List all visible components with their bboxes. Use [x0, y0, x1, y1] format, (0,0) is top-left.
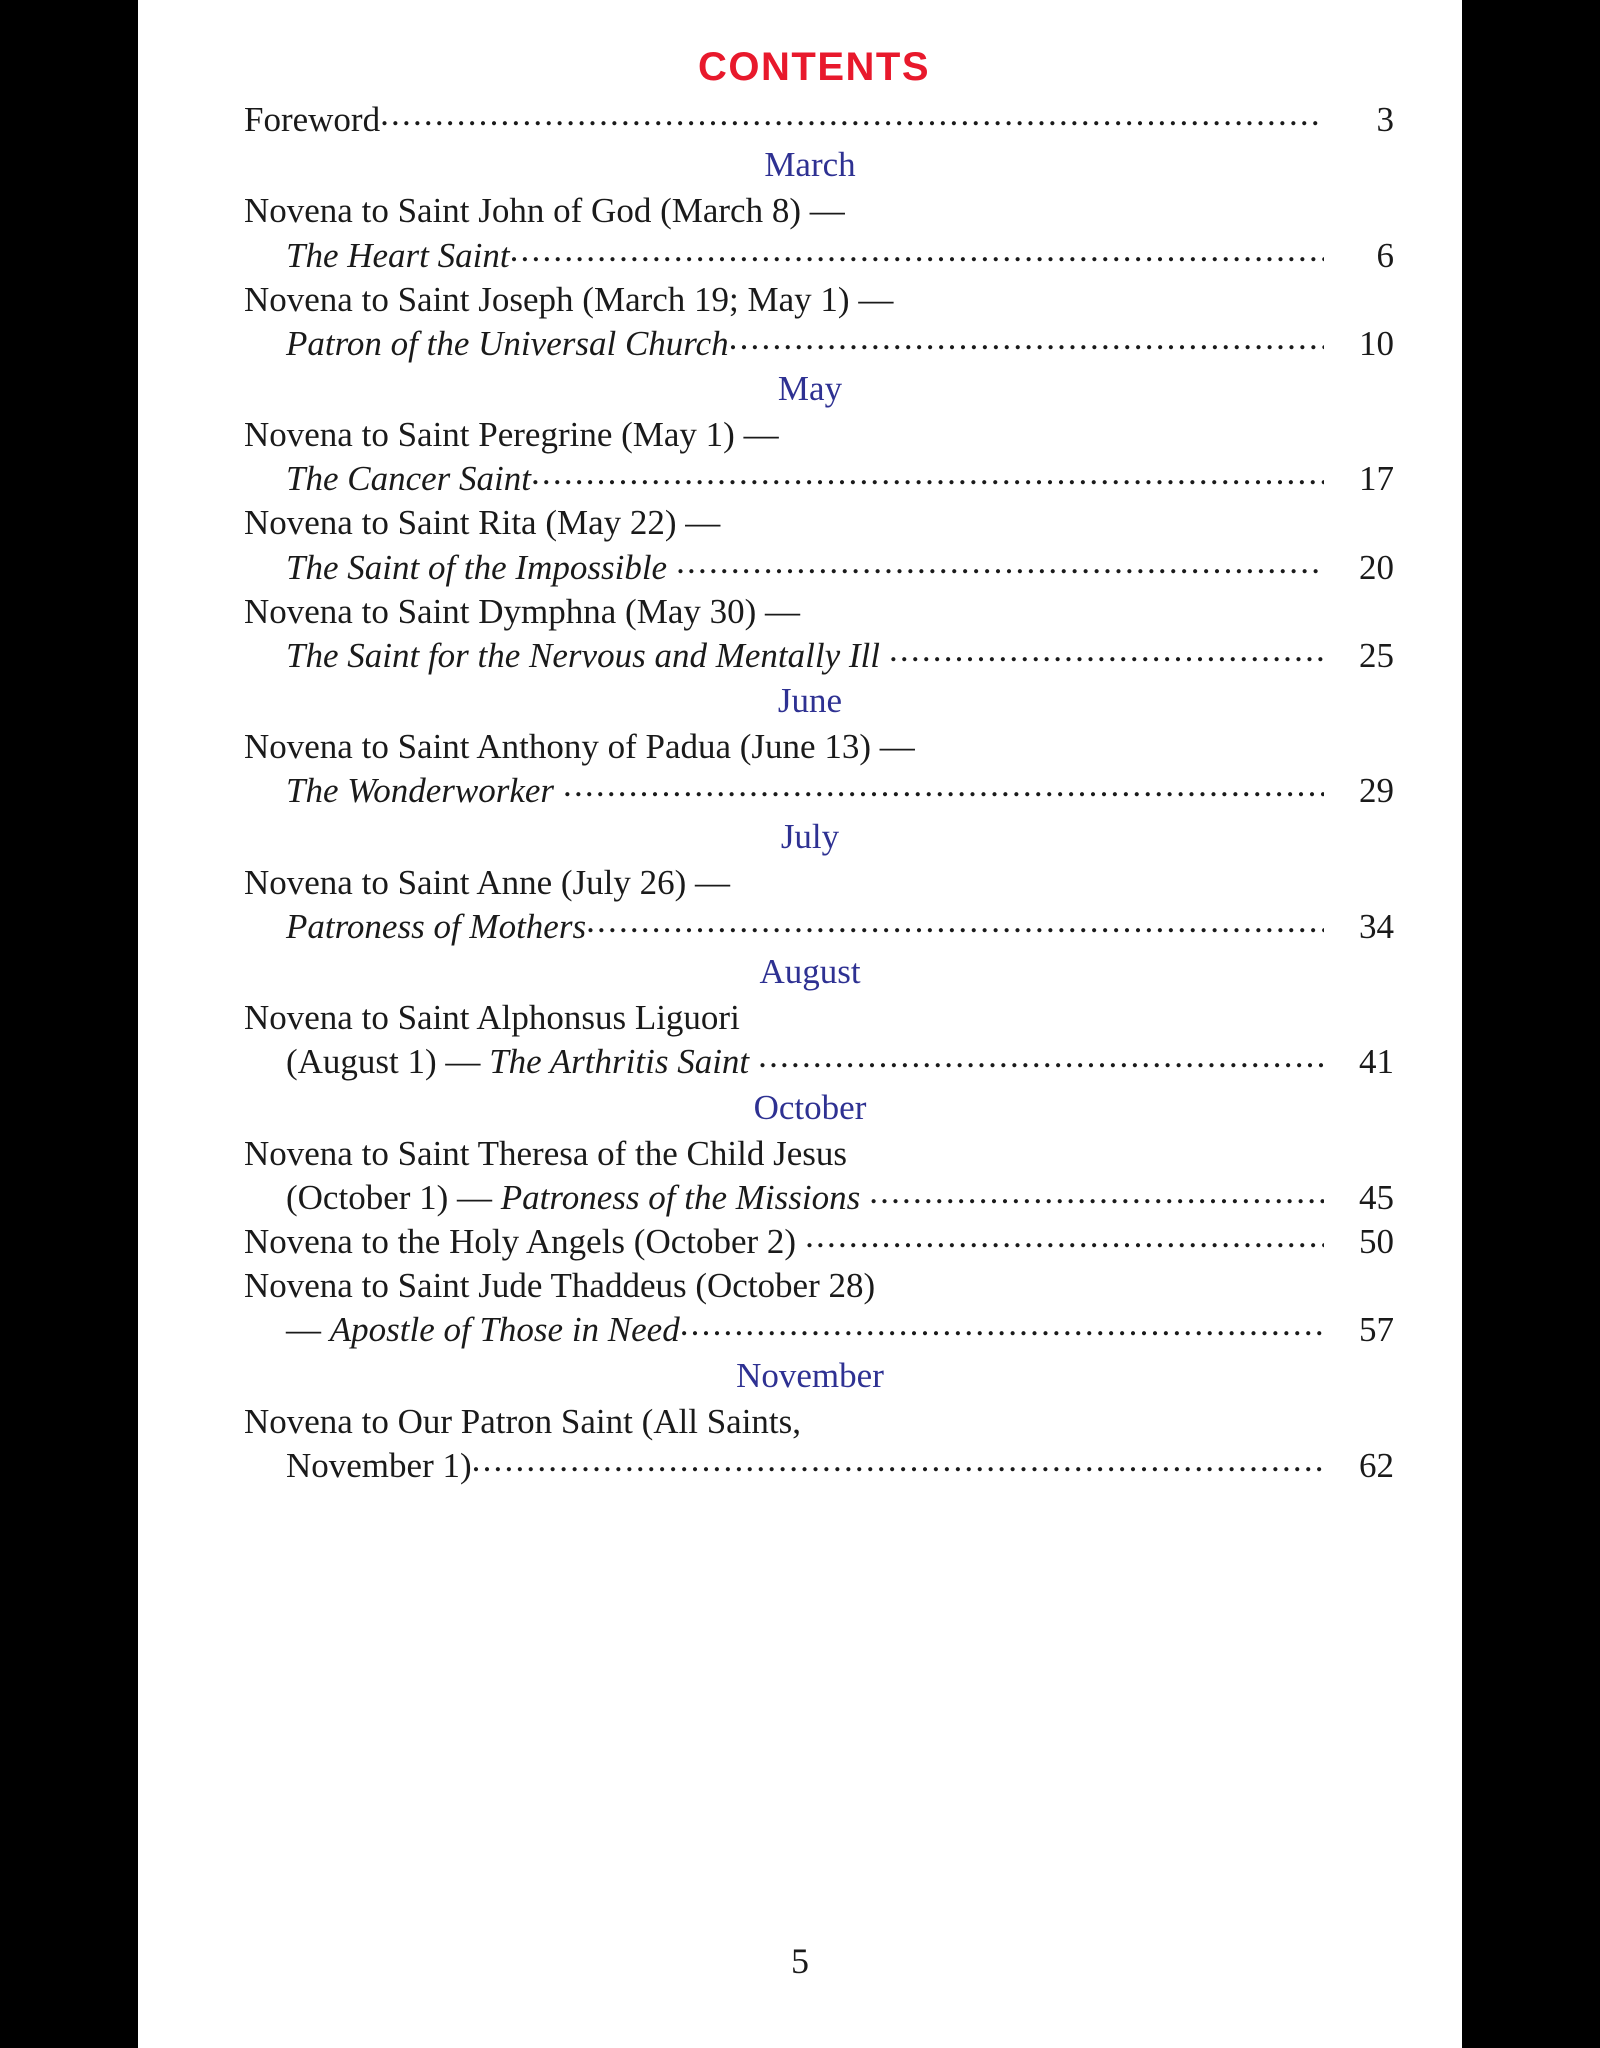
toc-entry-label: [286, 1445, 472, 1486]
dot-leader: [801, 1398, 1324, 1433]
dot-leader: [915, 723, 1324, 758]
toc-section: [244, 680, 1394, 812]
toc-line[interactable]: [244, 1038, 1394, 1082]
toc-entry-text: Novena to Saint Theresa of the Child Jesus: [244, 1133, 847, 1173]
toc-entry-label: [286, 323, 729, 364]
dot-leader: [720, 499, 1324, 534]
toc-entry-subtitle: Patroness of Mothers: [286, 906, 587, 946]
toc-page-number: 3: [1376, 100, 1394, 139]
toc-entry-subtitle: Patroness of the Missions: [500, 1178, 861, 1218]
toc-line[interactable]: [244, 859, 1394, 903]
toc-entry: [244, 588, 1394, 676]
toc-entry-label: Foreword: [244, 100, 381, 139]
month-heading: August: [759, 952, 861, 992]
toc-entry-text: Novena to Saint John of God (March 8) —: [244, 191, 845, 231]
toc-line[interactable]: [244, 588, 1394, 632]
month-heading: March: [764, 145, 856, 185]
toc-entry-text: (August 1) —: [286, 1042, 490, 1082]
dot-leader: [554, 767, 1324, 802]
toc-line[interactable]: [244, 411, 1394, 455]
toc-entry-label: [244, 502, 720, 543]
toc-entry-subtitle: The Arthritis Saint: [489, 1042, 750, 1082]
toc-section: [244, 1355, 1394, 1487]
toc-entry-label: [286, 770, 554, 811]
toc-entry: [244, 994, 1394, 1082]
toc-line[interactable]: [244, 455, 1394, 499]
dot-leader: [880, 632, 1324, 667]
toc-line[interactable]: [244, 276, 1394, 320]
toc-entry: [244, 859, 1394, 947]
toc-entry-text: Novena to Saint Anne (July 26) —: [244, 862, 731, 902]
dot-leader: [800, 588, 1324, 623]
month-heading: July: [780, 816, 840, 856]
dot-leader: [845, 187, 1324, 222]
toc-entry-label: [244, 414, 779, 455]
toc-entry-foreword: [244, 96, 1394, 140]
toc-page-number: 62: [1359, 1445, 1394, 1485]
toc-line[interactable]: [244, 1442, 1394, 1486]
toc-page-number: 34: [1359, 906, 1394, 946]
month-heading: May: [777, 368, 843, 408]
dot-leader: [730, 859, 1324, 894]
toc-page-number: 20: [1359, 547, 1394, 587]
toc-entry: [244, 1130, 1394, 1218]
toc-line[interactable]: [244, 1306, 1394, 1350]
toc-line[interactable]: [244, 1398, 1394, 1442]
dot-leader: [779, 411, 1324, 446]
toc-entry-text: Novena to Saint Alphonsus Liguori: [244, 998, 740, 1038]
toc-line[interactable]: [244, 632, 1394, 676]
toc-line[interactable]: [244, 767, 1394, 811]
toc-entry-label: [244, 279, 893, 320]
toc-section: [244, 368, 1394, 676]
toc-entry-label: [244, 997, 740, 1038]
toc-entry-label: [244, 591, 800, 632]
toc-entry: [244, 1218, 1394, 1262]
toc-entry-text: Novena to the Holy Angels (October 2): [244, 1222, 797, 1262]
toc-entry-text: Novena to Saint Anthony of Padua (June 13) —: [244, 727, 915, 767]
toc-entry-label: [286, 1309, 680, 1350]
dot-leader: [380, 96, 1324, 131]
toc-entry: [244, 1262, 1394, 1350]
dot-leader: [472, 1442, 1324, 1477]
toc-entry-text: (October 1) —: [286, 1178, 501, 1218]
toc-entry-subtitle: The Heart Saint: [286, 235, 510, 275]
toc-line[interactable]: [244, 499, 1394, 543]
toc-entry-text: —: [286, 1310, 330, 1350]
dot-leader: [586, 903, 1324, 938]
toc-entry-label: [286, 235, 510, 276]
toc-section: [244, 1087, 1394, 1351]
toc-entry: [244, 1398, 1394, 1486]
toc-entry-label: [244, 1265, 875, 1306]
toc-entry-text: Novena to Saint Joseph (March 19; May 1) —: [244, 279, 894, 319]
toc-entry-subtitle: The Wonderworker: [286, 771, 555, 811]
toc-section: [244, 144, 1394, 364]
toc-line[interactable]: [244, 1174, 1394, 1218]
toc-entry-subtitle: Apostle of Those in Need: [329, 1310, 680, 1350]
toc-entry-label: [286, 547, 667, 588]
toc-page-number: 45: [1359, 1178, 1394, 1218]
toc-sections: [244, 144, 1394, 1486]
toc-entry-label: [244, 862, 730, 903]
dot-leader: [847, 1130, 1324, 1165]
toc-entry: [244, 411, 1394, 499]
toc-entry: [244, 723, 1394, 811]
toc-entry: [244, 276, 1394, 364]
toc-line[interactable]: [244, 723, 1394, 767]
dot-leader: [860, 1174, 1324, 1209]
toc-entry-subtitle: Patron of the Universal Church: [286, 323, 729, 363]
month-heading: June: [777, 680, 843, 720]
dot-leader: [740, 994, 1324, 1029]
toc-entry-text: Novena to Saint Dymphna (May 30) —: [244, 591, 801, 631]
toc-entry-text: Novena to Saint Peregrine (May 1) —: [244, 415, 779, 455]
toc-entry-subtitle: The Saint for the Nervous and Mentally Ill: [286, 635, 880, 675]
toc-line[interactable]: [244, 1218, 1394, 1262]
toc-section: [244, 951, 1394, 1083]
dot-leader: [796, 1218, 1324, 1253]
toc-page-number: 17: [1359, 459, 1394, 499]
dot-leader: [729, 320, 1324, 355]
toc-entry-subtitle: The Saint of the Impossible: [286, 547, 668, 587]
toc-entry-label: [244, 190, 845, 231]
toc-line[interactable]: [244, 994, 1394, 1038]
month-heading: November: [736, 1355, 884, 1395]
toc-entry-label: [286, 1041, 749, 1082]
toc-page-number: 10: [1359, 323, 1394, 363]
page-title: CONTENTS: [698, 45, 930, 89]
book-page-sheet: [138, 0, 1462, 2048]
toc-page-number: 25: [1359, 635, 1394, 675]
toc-entry-label: [244, 1221, 796, 1262]
toc-page-number: 6: [1376, 235, 1394, 275]
toc-entry-label: [244, 1133, 847, 1174]
toc-line[interactable]: [244, 544, 1394, 588]
toc-line[interactable]: [244, 187, 1394, 231]
toc-line[interactable]: [244, 1130, 1394, 1174]
toc-section: [244, 816, 1394, 948]
toc-line[interactable]: [244, 1262, 1394, 1306]
dot-leader: [510, 232, 1324, 267]
toc-entry: [244, 187, 1394, 275]
toc-entry-label: [286, 458, 531, 499]
toc-line[interactable]: [244, 320, 1394, 364]
dot-leader: [875, 1262, 1324, 1297]
toc-line[interactable]: [244, 96, 1394, 140]
toc-entry-label: [286, 635, 880, 676]
toc-page-number: 29: [1359, 771, 1394, 811]
dot-leader: [667, 544, 1324, 579]
folio-page-number: 5: [791, 1941, 809, 1981]
toc-entry-label: [244, 1401, 801, 1442]
toc-entry-text: Novena to Saint Jude Thaddeus (October 28): [244, 1266, 876, 1306]
toc-content-block: [244, 44, 1394, 1486]
toc-entry-label: [286, 906, 586, 947]
toc-entry: [244, 499, 1394, 587]
month-heading: October: [753, 1087, 867, 1127]
toc-line[interactable]: [244, 232, 1394, 276]
toc-entry-text: Novena to Saint Rita (May 22) —: [244, 503, 721, 543]
dot-leader: [749, 1038, 1324, 1073]
dot-leader: [680, 1306, 1324, 1341]
toc-page-number: 50: [1359, 1222, 1394, 1262]
toc-page-number: 41: [1359, 1042, 1394, 1082]
dot-leader: [893, 276, 1324, 311]
toc-entry-subtitle: The Cancer Saint: [286, 459, 531, 499]
dot-leader: [531, 455, 1324, 490]
toc-entry-text: November 1): [286, 1445, 472, 1485]
toc-line[interactable]: [244, 903, 1394, 947]
toc-entry-label: [286, 1177, 860, 1218]
toc-entry-label: [244, 726, 915, 767]
toc-page-number: 57: [1359, 1310, 1394, 1350]
toc-entry-text: Novena to Our Patron Saint (All Saints,: [244, 1401, 802, 1441]
